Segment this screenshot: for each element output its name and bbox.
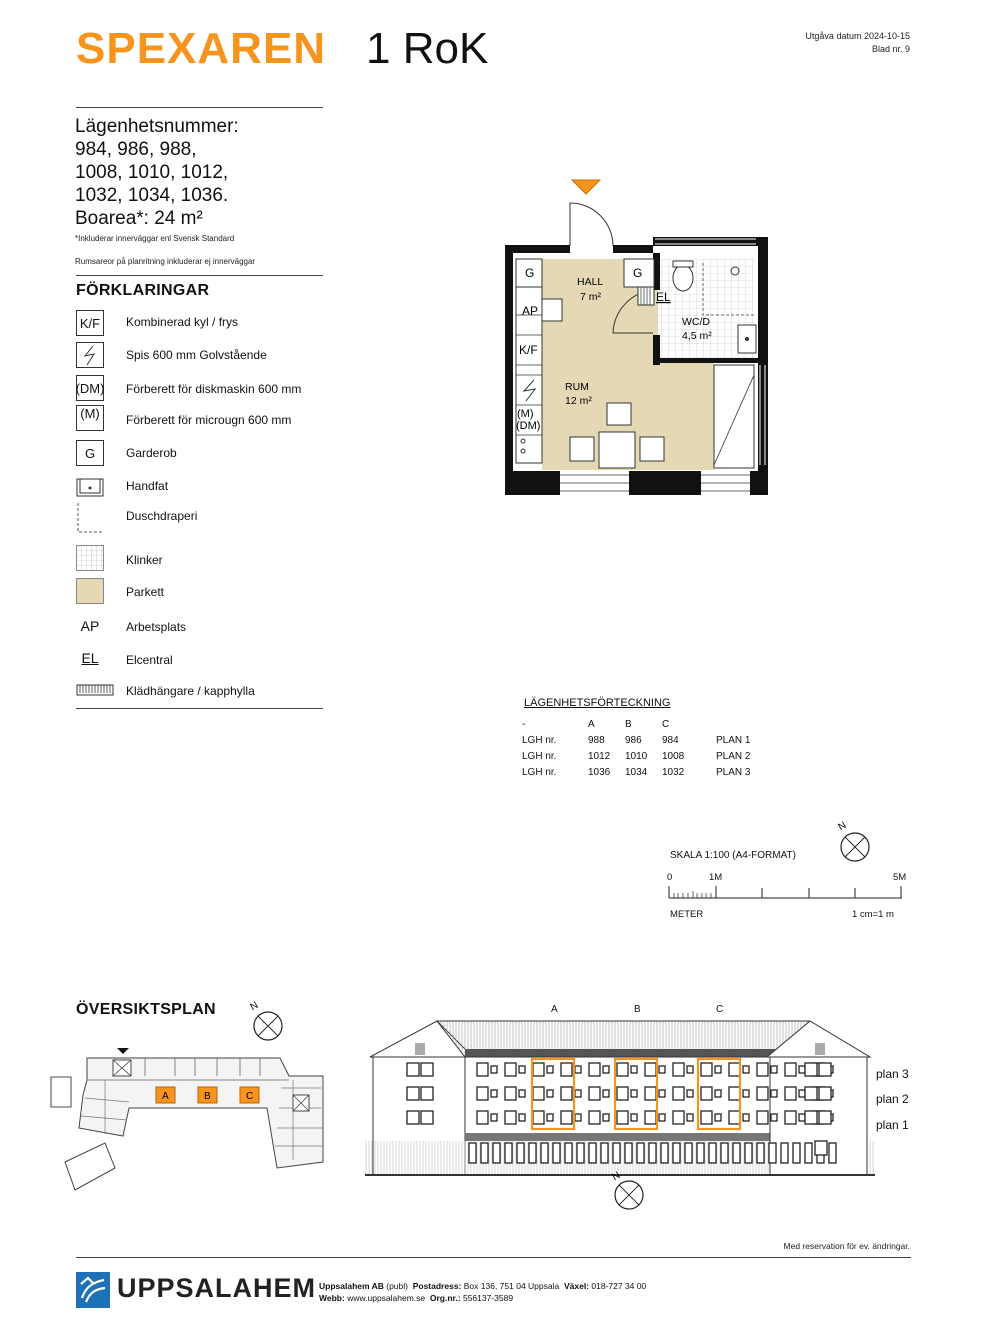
window bbox=[469, 1143, 476, 1163]
contact-line-2 bbox=[319, 1292, 646, 1304]
apartment-info bbox=[75, 115, 325, 230]
window bbox=[701, 475, 750, 491]
window bbox=[757, 1087, 768, 1100]
window bbox=[805, 1111, 817, 1124]
window bbox=[729, 1087, 740, 1100]
legend-title: FÖRKLARINGAR bbox=[76, 282, 210, 299]
chair bbox=[640, 437, 664, 461]
sink-icon bbox=[76, 474, 104, 500]
table-cell: 1034 bbox=[625, 766, 648, 778]
window bbox=[785, 1063, 796, 1076]
window bbox=[743, 1114, 749, 1121]
window bbox=[701, 1111, 712, 1124]
window bbox=[659, 1090, 665, 1097]
web-address[interactable]: www.uppsalahem.se bbox=[347, 1293, 426, 1303]
table-header-cell: - bbox=[522, 718, 526, 730]
apartment-numbers-2: 1008, 1010, 1012, bbox=[75, 162, 229, 183]
window bbox=[407, 1087, 419, 1100]
room-name: RUM bbox=[565, 381, 589, 393]
postal-address: Box 136, 751 04 Uppsala bbox=[463, 1281, 560, 1291]
chair bbox=[570, 437, 594, 461]
phone-label: Växel: bbox=[563, 1281, 590, 1291]
legend-label-clothes-rack: Klädhängare / kapphylla bbox=[126, 684, 255, 698]
table-header-cell: B bbox=[625, 718, 632, 730]
clothes-rack bbox=[638, 287, 654, 305]
window bbox=[603, 1066, 609, 1073]
window bbox=[715, 1114, 721, 1121]
window bbox=[745, 1143, 752, 1163]
window bbox=[533, 1111, 544, 1124]
divider bbox=[76, 107, 323, 108]
legend-label-stove: Spis 600 mm Golvstående bbox=[126, 348, 267, 362]
area-footnote: *Inkluderar innerväggar enl Svensk Standard bbox=[75, 234, 235, 243]
window bbox=[673, 1143, 680, 1163]
fridge-label: K/F bbox=[519, 343, 538, 357]
window bbox=[701, 1063, 712, 1076]
wardrobe-label-1: G bbox=[525, 266, 535, 280]
window bbox=[673, 1063, 684, 1076]
wall bbox=[505, 471, 560, 495]
window bbox=[661, 1143, 668, 1163]
divider bbox=[76, 708, 323, 709]
legend-label-sink: Handfat bbox=[126, 479, 169, 493]
legend-label-ap: Arbetsplats bbox=[126, 620, 187, 634]
window bbox=[421, 1087, 433, 1100]
scale-bar bbox=[668, 884, 908, 902]
dining-table bbox=[599, 432, 635, 468]
legend-label-tile: Klinker bbox=[126, 553, 163, 567]
window bbox=[617, 1087, 628, 1100]
clothes-rack-icon bbox=[76, 677, 114, 703]
window bbox=[575, 1066, 581, 1073]
window bbox=[729, 1063, 740, 1076]
room-area: 12 m² bbox=[565, 395, 592, 407]
window bbox=[819, 1087, 831, 1100]
unit-c-label: C bbox=[246, 1091, 254, 1102]
hall-area: 7 m² bbox=[580, 291, 601, 303]
window bbox=[477, 1087, 488, 1100]
legend-label-shower: Duschdraperi bbox=[126, 509, 198, 523]
window bbox=[547, 1066, 553, 1073]
company-contact bbox=[319, 1280, 646, 1304]
window bbox=[561, 1063, 572, 1076]
wardrobe-label-2: G bbox=[633, 266, 643, 280]
column-label-a: A bbox=[551, 1004, 558, 1015]
window bbox=[577, 1143, 584, 1163]
window bbox=[781, 1143, 788, 1163]
legend-label-g: Garderob bbox=[126, 446, 177, 460]
window bbox=[561, 1111, 572, 1124]
window bbox=[659, 1114, 665, 1121]
brand-title: SPEXAREN bbox=[76, 24, 327, 73]
table-cell: 1008 bbox=[662, 750, 685, 762]
window bbox=[589, 1087, 600, 1100]
electric-central-label: EL bbox=[656, 290, 671, 304]
overview-title: ÖVERSIKTSPLAN bbox=[76, 1001, 216, 1018]
window bbox=[715, 1090, 721, 1097]
window bbox=[829, 1143, 836, 1163]
window bbox=[493, 1143, 500, 1163]
window bbox=[687, 1114, 693, 1121]
window bbox=[645, 1111, 656, 1124]
table-cell: LGH nr. bbox=[522, 734, 557, 746]
table-row bbox=[522, 748, 766, 764]
wall bbox=[750, 471, 768, 495]
room-area-note: Rumsareor på planritning inkluderar ej innerväggar bbox=[75, 257, 256, 266]
footer-divider bbox=[76, 1257, 911, 1258]
overview-north-label: N bbox=[248, 999, 261, 1014]
window bbox=[477, 1111, 488, 1124]
window bbox=[757, 1143, 764, 1163]
window bbox=[729, 1111, 740, 1124]
web-label: Webb: bbox=[319, 1293, 345, 1303]
window bbox=[649, 1143, 656, 1163]
window bbox=[687, 1066, 693, 1073]
sink-icon-svg bbox=[76, 476, 104, 498]
parquet-swatch bbox=[76, 578, 104, 604]
window bbox=[565, 1143, 572, 1163]
window bbox=[645, 1087, 656, 1100]
apartment-type: 1 RoK bbox=[366, 24, 489, 73]
chimney bbox=[415, 1043, 425, 1055]
table-header-cell: A bbox=[588, 718, 595, 730]
window bbox=[637, 1143, 644, 1163]
building-elevation bbox=[365, 1015, 875, 1180]
window bbox=[601, 1143, 608, 1163]
contact-line-1 bbox=[319, 1280, 646, 1292]
legend-label-parquet: Parkett bbox=[126, 585, 165, 599]
window bbox=[575, 1114, 581, 1121]
window bbox=[819, 1111, 831, 1124]
window bbox=[477, 1063, 488, 1076]
scale-zero: 0 bbox=[667, 872, 673, 883]
window bbox=[769, 1143, 776, 1163]
window bbox=[799, 1090, 805, 1097]
elevation-north-arrow-icon bbox=[608, 1165, 650, 1215]
table-cell: LGH nr. bbox=[522, 750, 557, 762]
uppsalahem-logo-icon bbox=[76, 1272, 110, 1308]
plan-1-label: plan 1 bbox=[876, 1118, 909, 1132]
window bbox=[603, 1114, 609, 1121]
bathroom-sink-drain bbox=[745, 337, 749, 341]
window bbox=[701, 1087, 712, 1100]
phone-number: 018-727 34 00 bbox=[591, 1281, 647, 1291]
column-label-b: B bbox=[634, 1004, 641, 1015]
legend-symbol-dm: (DM) bbox=[76, 375, 104, 401]
window bbox=[785, 1111, 796, 1124]
table-cell: 986 bbox=[625, 734, 642, 746]
entrance-marker bbox=[572, 180, 600, 194]
tile-icon-svg bbox=[76, 545, 104, 571]
window bbox=[673, 1111, 684, 1124]
window bbox=[589, 1111, 600, 1124]
window bbox=[631, 1066, 637, 1073]
elevation-north-label: N bbox=[610, 1169, 623, 1184]
column-label-c: C bbox=[716, 1004, 724, 1015]
bed bbox=[714, 365, 754, 468]
window bbox=[547, 1090, 553, 1097]
table-cell: 1010 bbox=[625, 750, 648, 762]
north-label: N bbox=[836, 819, 849, 834]
window bbox=[617, 1111, 628, 1124]
window bbox=[805, 1143, 812, 1163]
table-row bbox=[522, 732, 766, 748]
living-area: Boarea*: 24 m² bbox=[75, 208, 203, 229]
window bbox=[631, 1114, 637, 1121]
window bbox=[519, 1090, 525, 1097]
legend-label-m: Förberett för microugn 600 mm bbox=[126, 413, 292, 427]
plan-2-label: plan 2 bbox=[876, 1092, 909, 1106]
window bbox=[709, 1143, 716, 1163]
plan-3-label: plan 3 bbox=[876, 1067, 909, 1081]
dishwasher-label: (DM) bbox=[516, 420, 541, 432]
scale-title: SKALA 1:100 (A4-FORMAT) bbox=[670, 850, 796, 861]
toilet-tank bbox=[673, 261, 693, 267]
window bbox=[491, 1114, 497, 1121]
apartment-numbers-1: 984, 986, 988, bbox=[75, 139, 197, 160]
org-number: 556137-3589 bbox=[462, 1293, 514, 1303]
hall-name: HALL bbox=[577, 276, 604, 288]
reservation-note: Med reservation för ev. ändringar. bbox=[783, 1241, 910, 1251]
window bbox=[517, 1143, 524, 1163]
org-number-label: Org.nr.: bbox=[429, 1293, 461, 1303]
table-cell: 1036 bbox=[588, 766, 611, 778]
table-row bbox=[522, 764, 766, 780]
shower-curtain-icon-svg bbox=[76, 502, 104, 534]
sheet-number: Blad nr. 9 bbox=[871, 44, 910, 54]
window bbox=[407, 1063, 419, 1076]
apartment-listing-title: LÄGENHETSFÖRTECKNING bbox=[524, 697, 671, 709]
legend-symbol-ap: AP bbox=[80, 618, 100, 634]
window bbox=[687, 1090, 693, 1097]
table-cell: LGH nr. bbox=[522, 766, 557, 778]
window bbox=[603, 1090, 609, 1097]
workplace-desk bbox=[542, 299, 562, 321]
window bbox=[733, 1143, 740, 1163]
scale-five-meter: 5M bbox=[893, 872, 907, 883]
window bbox=[561, 1087, 572, 1100]
window bbox=[771, 1114, 777, 1121]
wall bbox=[653, 358, 758, 363]
table-header-cell bbox=[716, 716, 766, 732]
table-cell: PLAN 3 bbox=[716, 766, 751, 778]
window bbox=[805, 1063, 817, 1076]
scale-ratio: 1 cm=1 m bbox=[852, 909, 894, 920]
window bbox=[589, 1143, 596, 1163]
toilet bbox=[673, 265, 693, 291]
wc-name: WC/D bbox=[682, 316, 710, 328]
apartment-listing-table bbox=[522, 716, 766, 780]
legend-symbol-g: G bbox=[76, 440, 104, 466]
window bbox=[541, 1143, 548, 1163]
window bbox=[533, 1087, 544, 1100]
window bbox=[625, 1143, 632, 1163]
stove-icon bbox=[76, 342, 104, 368]
window bbox=[505, 1087, 516, 1100]
window bbox=[631, 1090, 637, 1097]
table-header-row bbox=[522, 716, 766, 732]
overview-north-arrow-icon bbox=[246, 995, 288, 1045]
clothes-rack-icon-svg bbox=[76, 681, 114, 699]
apartment-numbers-3: 1032, 1034, 1036. bbox=[75, 185, 229, 206]
window bbox=[575, 1090, 581, 1097]
document-meta bbox=[805, 30, 910, 56]
table-cell: 1012 bbox=[588, 750, 611, 762]
window bbox=[685, 1143, 692, 1163]
window bbox=[505, 1063, 516, 1076]
table-cell: 988 bbox=[588, 734, 605, 746]
legend-symbol-el: EL bbox=[81, 650, 99, 666]
window bbox=[673, 1087, 684, 1100]
table-cell: PLAN 2 bbox=[716, 750, 751, 762]
north-arrow-icon bbox=[834, 815, 874, 865]
window bbox=[547, 1114, 553, 1121]
entrance-door bbox=[570, 203, 613, 246]
company-logo-text: UPPSALAHEM bbox=[117, 1273, 317, 1303]
tile-icon bbox=[76, 545, 104, 571]
entrance-marker bbox=[117, 1048, 129, 1054]
window bbox=[743, 1090, 749, 1097]
table-cell: PLAN 1 bbox=[716, 734, 751, 746]
window bbox=[505, 1111, 516, 1124]
window bbox=[757, 1063, 768, 1076]
apartment-number-label: Lägenhetsnummer: bbox=[75, 116, 239, 137]
chair bbox=[607, 403, 631, 425]
wall bbox=[613, 245, 653, 253]
table-cell: 984 bbox=[662, 734, 679, 746]
window bbox=[617, 1063, 628, 1076]
issue-date: Utgåva datum 2024-10-15 bbox=[805, 31, 910, 41]
window bbox=[533, 1063, 544, 1076]
window bbox=[805, 1087, 817, 1100]
wc-area: 4,5 m² bbox=[682, 330, 712, 342]
window bbox=[793, 1143, 800, 1163]
window bbox=[491, 1066, 497, 1073]
parquet-icon bbox=[76, 578, 104, 604]
window bbox=[785, 1087, 796, 1100]
legend-label-dm: Förberett för diskmaskin 600 mm bbox=[126, 382, 302, 396]
window bbox=[481, 1143, 488, 1163]
window bbox=[697, 1143, 704, 1163]
company-name: Uppsalahem AB bbox=[319, 1281, 384, 1291]
scale-one-meter: 1M bbox=[709, 872, 723, 883]
scale-unit: METER bbox=[670, 909, 704, 920]
window bbox=[799, 1114, 805, 1121]
window bbox=[721, 1143, 728, 1163]
window bbox=[715, 1066, 721, 1073]
window bbox=[407, 1111, 419, 1124]
window bbox=[491, 1090, 497, 1097]
floor-plan bbox=[500, 175, 775, 500]
window bbox=[613, 1143, 620, 1163]
window bbox=[799, 1066, 805, 1073]
window bbox=[819, 1063, 831, 1076]
window bbox=[589, 1063, 600, 1076]
postal-address-label: Postadress: bbox=[412, 1281, 462, 1291]
workplace-label: AP bbox=[522, 304, 539, 318]
window bbox=[421, 1111, 433, 1124]
outbuilding bbox=[51, 1077, 71, 1107]
legend-label-el: Elcentral bbox=[126, 653, 173, 667]
window bbox=[560, 475, 629, 491]
chimney bbox=[815, 1043, 825, 1055]
legend-symbol-kf: K/F bbox=[76, 310, 104, 336]
company-suffix: (publ) bbox=[386, 1281, 408, 1291]
divider bbox=[76, 275, 323, 276]
site-plan bbox=[45, 1040, 330, 1195]
outbuilding bbox=[65, 1143, 115, 1190]
table-cell: 1032 bbox=[662, 766, 685, 778]
window bbox=[519, 1066, 525, 1073]
table-header-cell: C bbox=[662, 718, 670, 730]
window bbox=[771, 1066, 777, 1073]
window bbox=[519, 1114, 525, 1121]
stove-icon-svg bbox=[77, 343, 103, 367]
window bbox=[771, 1090, 777, 1097]
window bbox=[659, 1066, 665, 1073]
window bbox=[529, 1143, 536, 1163]
wall bbox=[629, 471, 701, 495]
unit-a-label: A bbox=[162, 1091, 169, 1102]
window bbox=[645, 1063, 656, 1076]
window bbox=[815, 1141, 827, 1155]
legend-label-kf: Kombinerad kyl / frys bbox=[126, 315, 239, 329]
window bbox=[743, 1066, 749, 1073]
legend-symbol-m: (M) bbox=[76, 405, 104, 431]
window bbox=[421, 1063, 433, 1076]
shower-curtain-icon bbox=[76, 502, 104, 534]
window bbox=[505, 1143, 512, 1163]
window bbox=[757, 1111, 768, 1124]
window bbox=[553, 1143, 560, 1163]
unit-b-label: B bbox=[204, 1091, 211, 1102]
microwave-label: (M) bbox=[517, 408, 534, 420]
